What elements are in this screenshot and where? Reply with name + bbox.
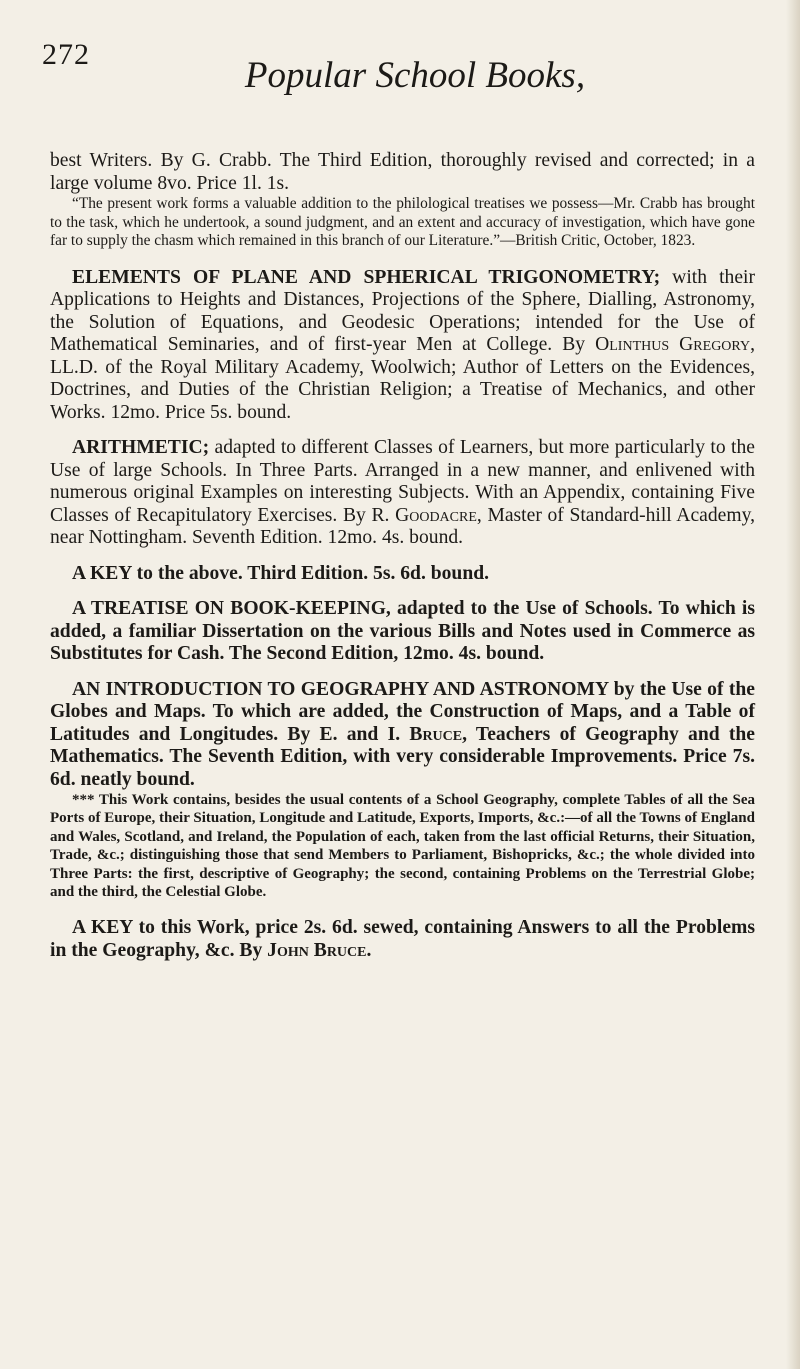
entry-geography bbox=[50, 679, 755, 902]
geography-note: *** This Work contains, besides the usual contents of a School Geography, complete Tables of all the Sea Ports of Europe, their Situation, Longitude and Latitude, Exports, Imports, &c.:—of all the Towns of England and Wales, Scotland, and Ireland, the Population of each, taken from the last official Returns, their Situation, Trade, &c.; distinguishing those that send Members to Parliament, Bishopricks, &c.; the whole divided into Three Parts: the first, descriptive of Geography; the second, containing Problems on the Terrestrial Globe; and the third, the Celestial Globe. bbox=[50, 792, 755, 901]
entry-text: , LL.D. of the Royal Military Academy, Woolwich; Author of Letters on the Evidences, Doctrines, and Duties of the Christian Religion; a Treatise of Mechanics, and other Works. 12mo. Price 5s. bound. bbox=[50, 334, 755, 423]
page-header bbox=[0, 38, 800, 98]
entry-crabb bbox=[50, 150, 755, 251]
entry-text: adapted to different Classes of Learners, but more particularly to the Use of large Schools. In Three Parts. Arranged in a new manner, and enlivened with numerous original Examples on interesting Subjects. With an Appendix, containing Five Classes of Recapitulatory Exercises. By bbox=[50, 437, 755, 526]
author-name: R. Goodacre bbox=[371, 504, 477, 526]
page-content bbox=[50, 150, 755, 975]
page-number: 272 bbox=[42, 38, 90, 71]
entry-text: . bbox=[366, 939, 372, 961]
entry-title: ARITHMETIC; bbox=[72, 437, 210, 458]
review-quote: “The present work forms a valuable addition to the philological treatises we possess—Mr. Crabb has brought to the task, which he undertook, a sound judgment, and an extent and accuracy of investigation, which have gone far to supply the chasm which remained in this branch of our Literature.”—British Critic, October, 1823. bbox=[50, 195, 755, 249]
entry-body bbox=[50, 917, 755, 962]
author-name: Olinthus Gregory bbox=[595, 334, 751, 355]
entry-arithmetic-key bbox=[50, 563, 755, 586]
entry-body: A KEY to the above. Third Edition. 5s. 6d. bound. bbox=[72, 562, 490, 584]
entry-geography-key bbox=[50, 917, 755, 962]
entry-body: best Writers. By G. Crabb. The Third Edition, thoroughly revised and corrected; in a large volume 8vo. Price 1l. 1s. bbox=[50, 150, 755, 194]
page-edge-shadow bbox=[786, 0, 800, 1369]
entry-trigonometry bbox=[50, 267, 755, 425]
entry-body bbox=[50, 437, 755, 550]
entry-text: A KEY to this Work, price 2s. 6d. sewed, containing Answers to all the Problems in the Geography, &c. By bbox=[50, 917, 755, 961]
entry-body bbox=[50, 679, 755, 792]
entry-text: , Teachers of Geography and the Mathematics. The Seventh Edition, with very considerable Improvements. Price 7s. 6d. neatly bound. bbox=[50, 723, 755, 790]
running-head: Popular School Books, bbox=[244, 55, 586, 96]
author-name: John Bruce bbox=[267, 939, 367, 961]
entry-body: A TREATISE ON BOOK-KEEPING, adapted to the Use of Schools. To which is added, a familiar Dissertation on the various Bills and Notes used in Commerce as Substitutes for Cash. The Second Edition, 12mo. 4s. bound. bbox=[50, 598, 755, 664]
entry-text: with their Applications to Heights and Distances, Projections of the Sphere, Dialling, Astronomy, the Solution of Equations, and Geodesic Operations; intended for the Use of Mathematical Seminaries, and of first-year Men at College. By bbox=[50, 266, 756, 355]
entry-bookkeeping bbox=[50, 598, 755, 666]
author-name: Bruce bbox=[409, 723, 463, 745]
entry-title: ELEMENTS OF PLANE AND SPHERICAL TRIGONOMETRY; bbox=[72, 266, 661, 288]
entry-body bbox=[50, 267, 755, 425]
entry-text: , Master of Standard-hill Academy, near Nottingham. Seventh Edition. 12mo. 4s. bound. bbox=[50, 504, 756, 548]
entry-text: AN INTRODUCTION TO GEOGRAPHY AND ASTRONOMY by the Use of the Globes and Maps. To which are added, the Construction of Maps, and a Table of Latitudes and Longitudes. By E. and I. bbox=[50, 678, 755, 745]
entry-arithmetic bbox=[50, 437, 755, 550]
